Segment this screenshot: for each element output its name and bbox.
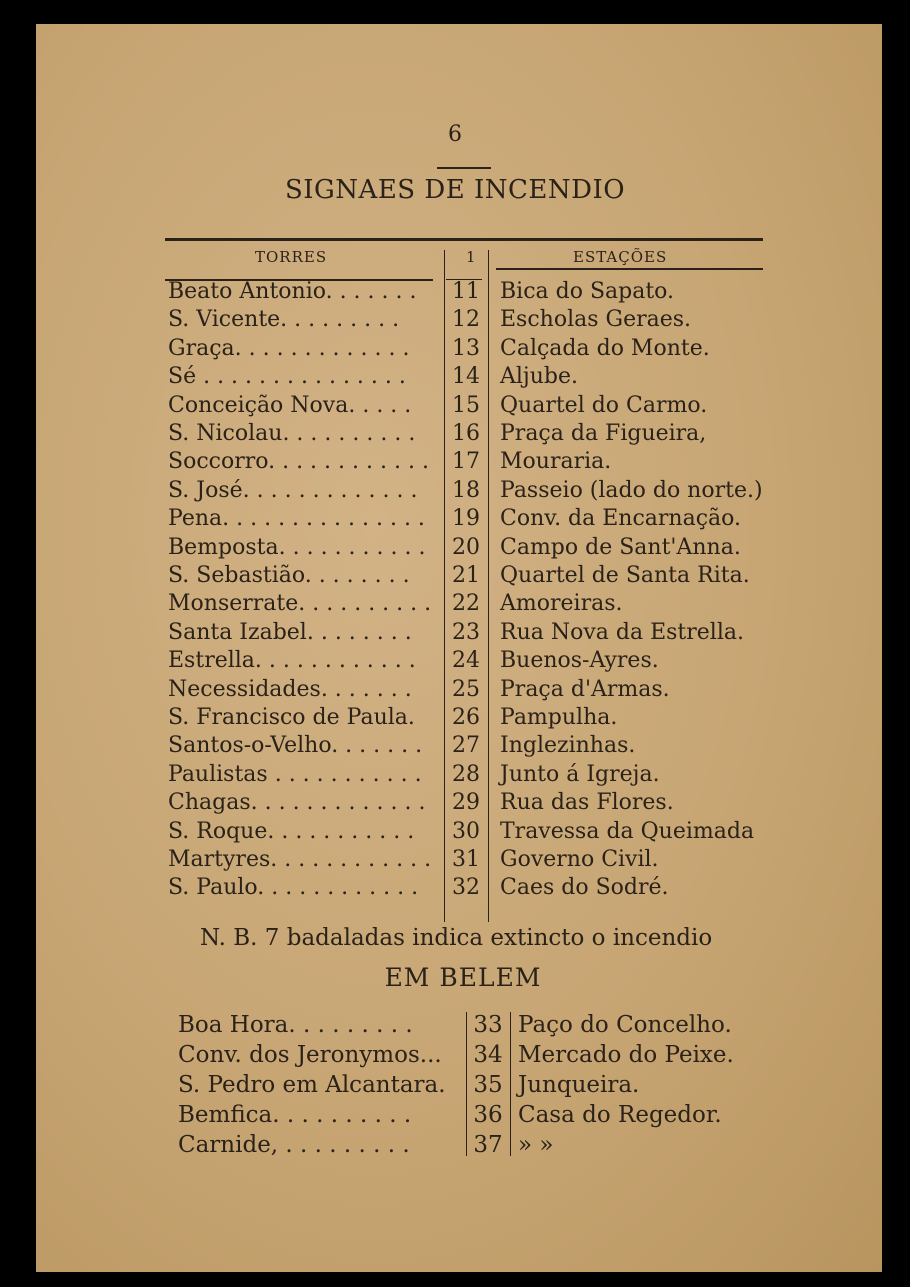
- estacao-name: Aljube.: [500, 364, 579, 390]
- signal-number: 25: [452, 676, 480, 702]
- estacao-name: Conv. da Encarnação.: [500, 506, 742, 532]
- column-divider-right: [488, 250, 489, 922]
- signal-number: 24: [452, 648, 480, 674]
- belem-signal-number: 33: [473, 1012, 503, 1038]
- belem-signal-number: 36: [473, 1102, 503, 1128]
- torre-name: Pena. . . . . . . . . . . . . . .: [168, 506, 425, 532]
- estacao-name: Buenos-Ayres.: [500, 648, 659, 674]
- estacao-name: Calçada do Monte.: [500, 335, 710, 361]
- estacao-name: Rua das Flores.: [500, 790, 674, 816]
- belem-torre-name: S. Pedro em Alcantara.: [178, 1072, 446, 1098]
- estacao-name: Rua Nova da Estrella.: [500, 619, 744, 645]
- signal-number: 19: [452, 506, 480, 532]
- belem-torre-name: Conv. dos Jeronymos...: [178, 1042, 442, 1068]
- estacao-name: Bica do Sapato.: [500, 279, 675, 304]
- belem-estacao-name: » »: [518, 1132, 554, 1158]
- torre-name: S. Nicolau. . . . . . . . . .: [168, 421, 416, 446]
- signal-number: 11: [452, 279, 480, 304]
- signal-number: 32: [452, 875, 480, 901]
- belem-signal-number: 37: [473, 1132, 503, 1158]
- belem-estacao-name: Paço do Concelho.: [518, 1012, 732, 1038]
- estacao-name: Travessa da Queimada: [500, 818, 755, 844]
- signal-number: 31: [452, 847, 480, 872]
- torre-name: Conceição Nova. . . . .: [168, 392, 412, 418]
- torre-name: S. Francisco de Paula.: [168, 705, 415, 730]
- torre-name: Martyres. . . . . . . . . . . .: [168, 847, 432, 872]
- torre-name: Graça. . . . . . . . . . . . .: [168, 335, 410, 361]
- estacao-name: Quartel de Santa Rita.: [500, 563, 750, 588]
- torre-name: S. Roque. . . . . . . . . . .: [168, 818, 415, 844]
- torre-name: Soccorro. . . . . . . . . . . .: [168, 449, 429, 475]
- belem-estacao-name: Junqueira.: [518, 1072, 640, 1098]
- column-divider-left: [444, 250, 445, 922]
- torre-name: Paulistas . . . . . . . . . . .: [168, 761, 422, 787]
- torre-name: Monserrate. . . . . . . . . .: [168, 591, 432, 617]
- belem-torre-name: Carnide, . . . . . . . . .: [178, 1132, 410, 1158]
- torre-name: S. Sebastião. . . . . . . .: [168, 563, 410, 588]
- estacao-name: Praça d'Armas.: [500, 676, 670, 702]
- signal-number: 13: [452, 335, 480, 361]
- header-rule-estacoes: [496, 268, 763, 270]
- belem-signal-number: 35: [473, 1072, 503, 1098]
- header-torres: TORRES: [255, 248, 328, 266]
- estacao-name: Pampulha.: [500, 705, 618, 730]
- signal-number: 28: [452, 761, 480, 787]
- header-number: 1: [466, 248, 477, 266]
- torre-name: S. José. . . . . . . . . . . . .: [168, 477, 418, 503]
- torre-name: Sé . . . . . . . . . . . . . . .: [168, 364, 406, 390]
- table-top-rule: [165, 238, 763, 241]
- estacao-name: Inglezinhas.: [500, 733, 636, 759]
- estacao-name: Junto á Igreja.: [500, 761, 660, 787]
- torre-name: Necessidades. . . . . . .: [168, 676, 412, 702]
- signal-number: 17: [452, 449, 480, 475]
- signal-number: 14: [452, 364, 480, 390]
- signal-number: 27: [452, 733, 480, 759]
- estacao-name: Quartel do Carmo.: [500, 392, 708, 418]
- signal-number: 29: [452, 790, 480, 816]
- estacao-name: Praça da Figueira,: [500, 421, 707, 446]
- torre-name: Bemposta. . . . . . . . . . .: [168, 534, 426, 560]
- torre-name: S. Paulo. . . . . . . . . . . .: [168, 875, 419, 901]
- torre-name: Beato Antonio. . . . . . .: [168, 279, 417, 304]
- page-number-rule: [437, 167, 491, 169]
- belem-title: EM BELEM: [384, 963, 542, 992]
- estacao-name: Mouraria.: [500, 449, 612, 475]
- note: N. B. 7 badaladas indica extincto o incendio: [200, 925, 713, 951]
- belem-estacao-name: Mercado do Peixe.: [518, 1042, 734, 1068]
- belem-torre-name: Bemfica. . . . . . . . . .: [178, 1102, 412, 1128]
- signal-number: 21: [452, 563, 480, 588]
- signal-number: 12: [452, 307, 480, 333]
- signal-number: 26: [452, 705, 480, 730]
- signal-number: 18: [452, 477, 480, 503]
- estacao-name: Passeio (lado do norte.): [500, 477, 763, 503]
- signal-number: 23: [452, 619, 480, 645]
- estacao-name: Campo de Sant'Anna.: [500, 534, 741, 560]
- torre-name: Estrella. . . . . . . . . . . .: [168, 648, 416, 674]
- torre-name: Santos-o-Velho. . . . . . .: [168, 733, 423, 759]
- torre-name: S. Vicente. . . . . . . . .: [168, 307, 400, 333]
- torre-name: Santa Izabel. . . . . . . .: [168, 619, 412, 645]
- estacao-name: Escholas Geraes.: [500, 307, 692, 333]
- belem-divider-right: [510, 1012, 511, 1156]
- signal-number: 30: [452, 818, 480, 844]
- page-number: 6: [448, 122, 462, 147]
- signal-number: 22: [452, 591, 480, 617]
- estacao-name: Governo Civil.: [500, 847, 659, 872]
- signal-number: 20: [452, 534, 480, 560]
- header-estacoes: ESTAÇÕES: [573, 248, 668, 266]
- torre-name: Chagas. . . . . . . . . . . . .: [168, 790, 426, 816]
- belem-estacao-name: Casa do Regedor.: [518, 1102, 722, 1128]
- signal-number: 15: [452, 392, 480, 418]
- belem-signal-number: 34: [473, 1042, 503, 1068]
- estacao-name: Caes do Sodré.: [500, 875, 669, 901]
- signal-number: 16: [452, 421, 480, 446]
- belem-torre-name: Boa Hora. . . . . . . . .: [178, 1012, 413, 1038]
- page-title: SIGNAES DE INCENDIO: [284, 175, 626, 205]
- estacao-name: Amoreiras.: [500, 591, 623, 617]
